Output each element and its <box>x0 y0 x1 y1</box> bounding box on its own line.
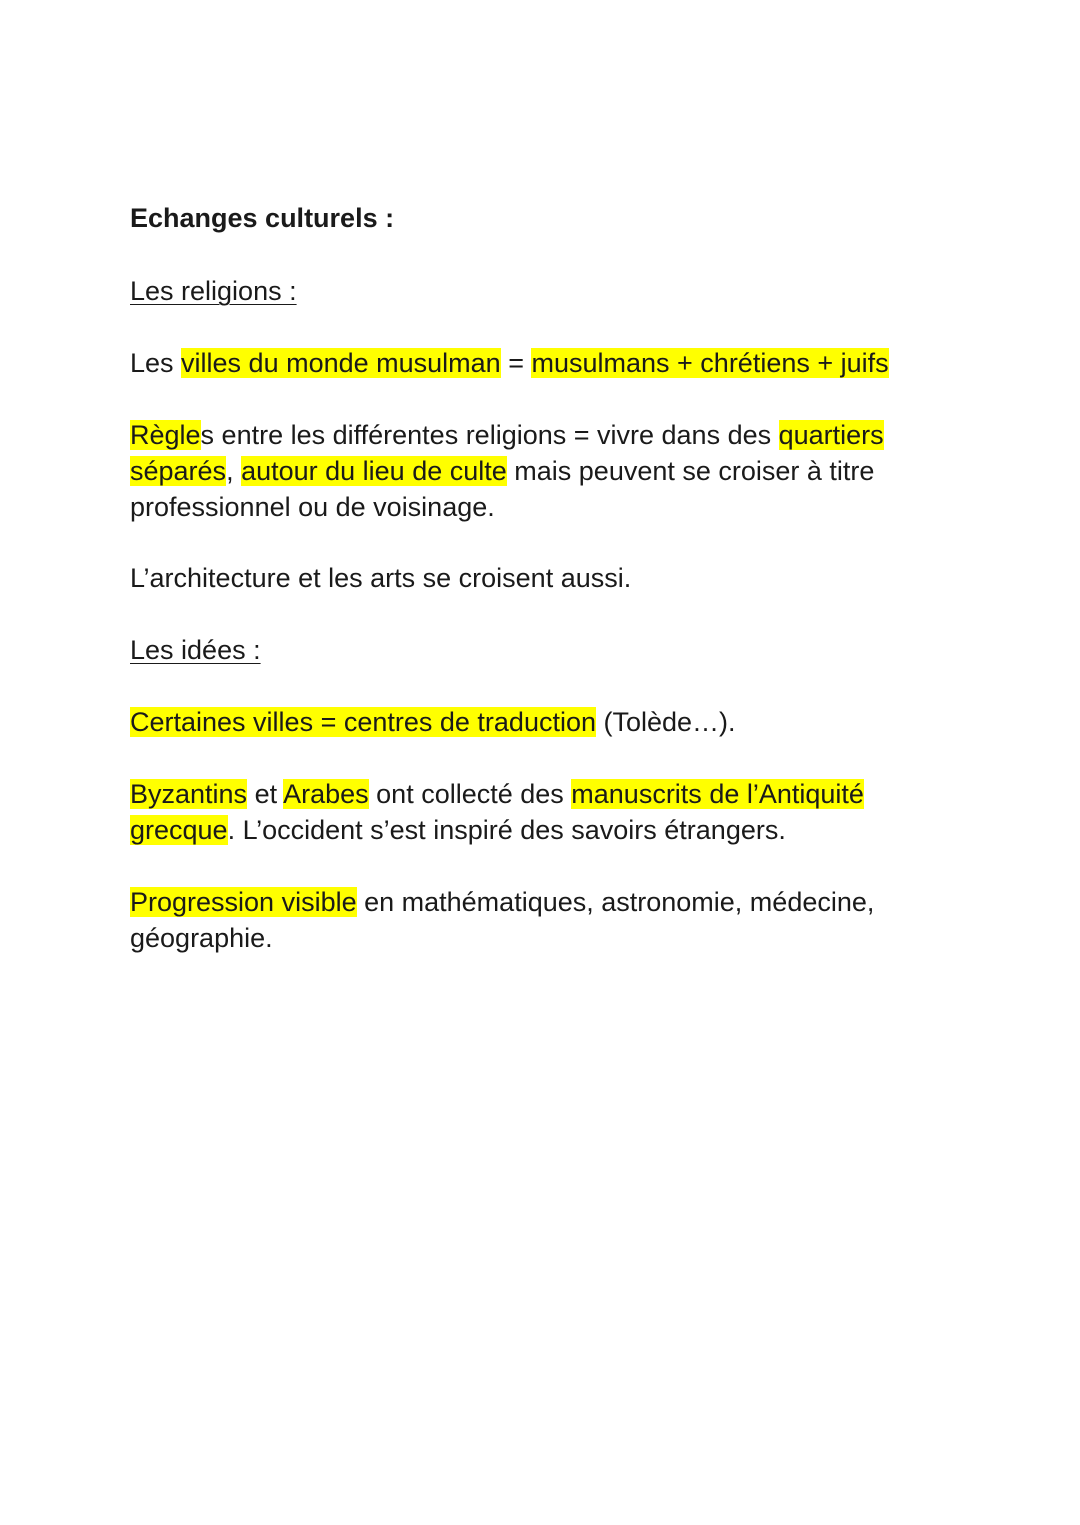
text-run: et <box>247 779 284 809</box>
highlighted-text: autour du lieu de culte <box>241 456 507 486</box>
text-run: mais peuvent se croiser à titre professionnel ou de voisinage. <box>130 456 875 522</box>
text-run: . L’occident s’est inspiré des savoirs étrangers. <box>227 815 786 845</box>
text-run: Les <box>130 348 182 378</box>
text-run: en mathématiques, astronomie, médecine, géographie. <box>130 887 875 953</box>
paragraph-religions-architecture: L’architecture et les arts se croisent aussi. <box>130 563 632 593</box>
paragraph-religions-rules <box>130 417 930 525</box>
section-heading-religions: Les religions : <box>130 276 297 306</box>
highlighted-text: Certaines villes = centres de traduction <box>130 707 596 737</box>
paragraph-ideas-manuscripts <box>130 776 930 848</box>
document-title: Echanges culturels : <box>130 203 395 233</box>
paragraph-ideas-translation <box>130 704 930 740</box>
text-run: s entre les différentes religions = vivre dans des <box>200 420 779 450</box>
highlighted-text: Arabes <box>283 779 369 809</box>
paragraph-ideas-progress <box>130 884 930 956</box>
section-heading-ideas: Les idées : <box>130 635 261 665</box>
text-run: ont collecté des <box>368 779 572 809</box>
text-run: , <box>226 456 242 486</box>
text-run: = <box>500 348 532 378</box>
highlighted-text: manuscrits de l’Antiquité grecque <box>130 779 864 845</box>
highlighted-text: Byzantins <box>130 779 248 809</box>
paragraph-religions-cities <box>130 345 930 381</box>
text-run: (Tolède…). <box>596 707 736 737</box>
highlighted-text: Progression visible <box>130 887 357 917</box>
highlighted-text: musulmans + chrétiens + juifs <box>531 348 889 378</box>
highlighted-text: quartiers séparés <box>130 420 884 486</box>
highlighted-text: villes du monde musulman <box>181 348 501 378</box>
highlighted-text: Règle <box>130 420 201 450</box>
